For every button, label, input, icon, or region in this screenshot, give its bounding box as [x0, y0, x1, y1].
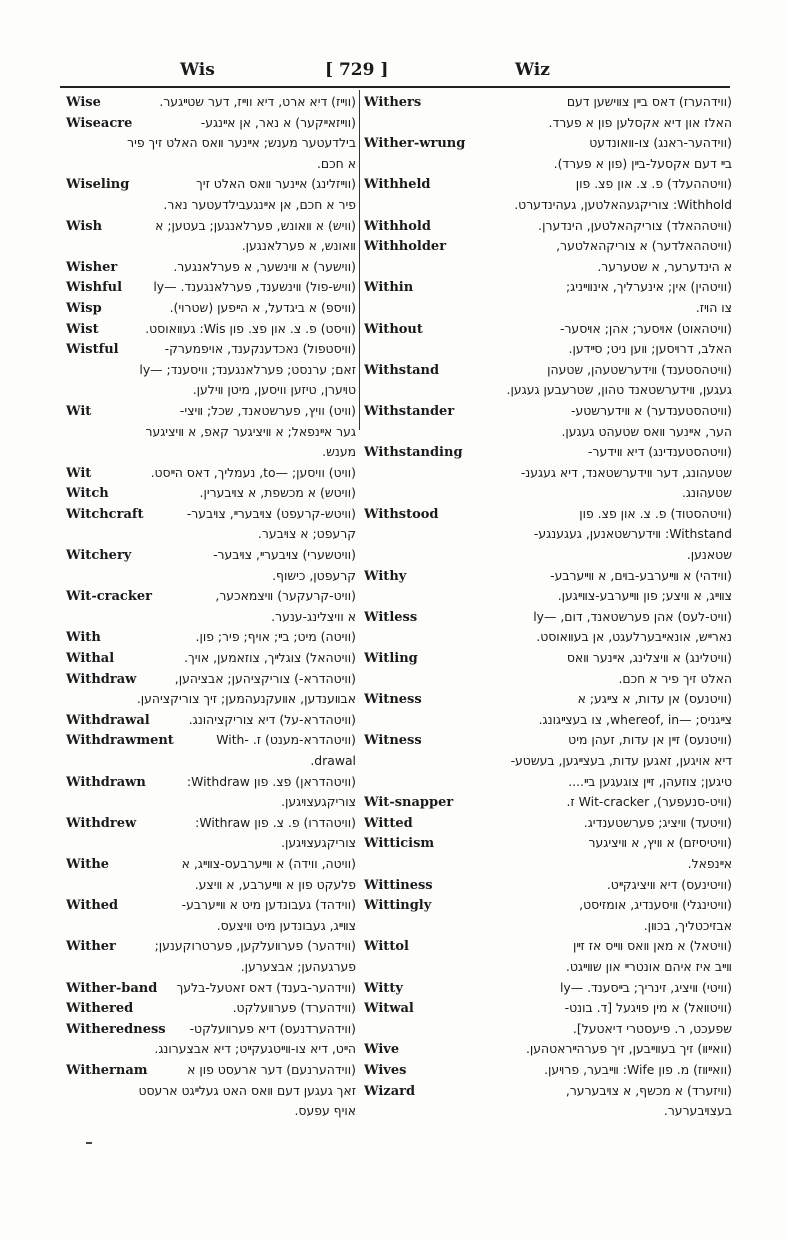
header-left-guide-word: Wis [180, 60, 215, 80]
definition-continuation: צװײג, געבונדען מיט װיצעס. [216, 917, 356, 933]
definition-continuation: צוריקגעצױגען. [281, 794, 356, 810]
definition: (וויסט) פ. צ. און פצ. פון Wis: געװאוסט. [145, 320, 356, 336]
headword: Within [364, 280, 414, 296]
definition: (וויטינעס) דיא װיציגקײט. [606, 876, 732, 892]
definition-continuation: האלז און דיא אקסלען פון א פערד. [548, 114, 732, 130]
definition-continuation: קרעפט; א צױבער. [257, 526, 356, 542]
definition-continuation: מענש. [322, 444, 356, 460]
dictionary-entry [66, 998, 356, 1019]
right-column [364, 92, 732, 1122]
headword: Without [364, 321, 423, 337]
dictionary-entry [364, 442, 732, 463]
headword: Wiseling [66, 177, 130, 193]
definition-continuation: צוריקגעצױגען. [281, 835, 356, 851]
page-mark [86, 1142, 92, 1144]
headword: Withdrawal [66, 712, 150, 728]
headword: Withers [364, 95, 422, 110]
definition-continuation: אײנפאל. [687, 855, 732, 871]
definition: (ווײז) דיא ארט, דיא ווײז, דער שטײגער. [159, 94, 356, 109]
header-right-guide-word: Wiz [515, 60, 550, 80]
headword: Witless [364, 609, 418, 625]
headword: Withstander [364, 403, 455, 419]
dictionary-entry [66, 586, 356, 607]
headword: Withstood [364, 506, 439, 522]
dictionary-entry [364, 236, 732, 257]
definition: (וואײװז) מ. פון Wife: װײבער, פרױען. [544, 1061, 732, 1077]
definition: (וויסטפול) נאכדענקענד, אויפמערק- [164, 341, 356, 357]
headword: Withal [66, 651, 115, 667]
dictionary-entry [66, 277, 356, 298]
definition: (וויטהדרא-) צוריקציהען; אבציהען, [174, 670, 356, 686]
definition-continuation: גער אײנפאל; א װיציגער קאפ, א װיציגער [145, 423, 356, 439]
dictionary-entry [364, 689, 732, 710]
definition: (ווידהער-ראנג) צו-װאונדעט [589, 135, 732, 151]
definition-continuation: אבזיכטליך, בכװן. [643, 917, 732, 933]
dictionary-entry [364, 792, 732, 813]
dictionary-entry [66, 1019, 356, 1040]
dictionary-entry [364, 813, 732, 834]
definition: (וויט-לעס) אהן פערשטאנד, דום, —ly [533, 608, 732, 624]
definition: (וויטנעס) זײן אן עדות, זעהן מיט [568, 732, 732, 748]
definition: (וואײװ) זיך בעװײבען, זיך פערהײראטהען. [525, 1041, 732, 1057]
definition: (וויט) וויץ, פערשטאנד, שכל; װיצי- [179, 402, 356, 418]
headword: Wistful [66, 342, 119, 358]
dictionary-entry [364, 566, 732, 587]
definition-continuation: drawal. [310, 753, 356, 768]
definition: (וויספ) א ביגדעל, א הײפען (שטרוי). [169, 299, 356, 315]
definition: (וויטהדרו) פ. צ. פון Withraw: [195, 814, 356, 830]
header-rule [60, 86, 730, 88]
definition: (וויטהסטענד) װידערשטעהן, שטעהן [547, 361, 732, 377]
dictionary-entry [66, 627, 356, 648]
definition: (וויטהדרא-על) דיא צוריקציהונג. [188, 711, 356, 727]
definition: (וויטעד) װיציג; פערשטענדיג. [583, 814, 732, 830]
definition: (ווידהערנעם) דער ארעסט פון א [187, 1061, 356, 1077]
definition: (וויטהאוט) אױסער; אהן; אױסער- [559, 320, 732, 336]
headword: Wisp [66, 300, 102, 316]
definition: (וויט) וויסען; —to, נעמליך, דאס הײסט. [150, 464, 356, 480]
definition-continuation: Withstand: װידערשטאנען, געגענגע- [533, 526, 732, 542]
dictionary-entry [66, 257, 356, 278]
definition: (ווידהער) פערװעלקען, פערטרוקענען; [154, 938, 356, 954]
headword: Witness [364, 692, 422, 708]
dictionary-entry [66, 772, 356, 793]
definition-continuation: פערגעהען; אבצערען. [240, 958, 356, 974]
definition: (וויטהאל) צוגלײך, צוזאמען, אויך. [184, 650, 356, 666]
dictionary-entry [364, 1060, 732, 1081]
dictionary-entry [66, 895, 356, 916]
definition-continuation: געגען, װידערשטאנד טהון, שטרעבען געגען. [506, 382, 732, 398]
definition-continuation: זאך געגען דעם װאס האט געלײגט ארעסט [138, 1082, 356, 1098]
definition: (וויטנעס) אן עדות, א צײגע; א [577, 691, 732, 707]
definition-continuation: קרעפטן, כישוף. [272, 567, 356, 583]
headword: Withstanding [364, 445, 463, 461]
dictionary-entry [66, 813, 356, 834]
headword: Wither-wrung [364, 136, 466, 152]
dictionary-entry [364, 648, 732, 669]
definition: (וויטההאלד) צוריקהאלטען, הינדערן. [538, 217, 732, 233]
page-header [60, 60, 730, 84]
dictionary-entry [364, 174, 732, 195]
dictionary-entry [66, 319, 356, 340]
definition: (ווידהערז) דאס בײן צװישען דעם [566, 94, 732, 109]
dictionary-entry [66, 298, 356, 319]
dictionary-entry [364, 936, 732, 957]
dictionary-entry [364, 875, 732, 896]
dictionary-entry [66, 648, 356, 669]
dictionary-entry [66, 854, 356, 875]
dictionary-entry [364, 360, 732, 381]
definition: (וויט-קרעקער) װיצמאכער, [215, 588, 356, 604]
dictionary-entry [364, 401, 732, 422]
definition: (וויטינגלי) װיסענדיג, אומזיסט, [579, 897, 732, 913]
definition-continuation: נארײש, אונאײבערלעגט, אן בעװאוסט. [536, 629, 732, 645]
definition: (וויטה) מיט; בײ; אויף; פיר; פון. [195, 629, 356, 645]
headword: Witness [364, 733, 422, 749]
definition: (ווידהער-בענד) דאס זאטעל-בלעך [176, 979, 356, 995]
definition-continuation: צװײג, א װיצע; פון װײערבע-צװײגען. [557, 588, 732, 604]
dictionary-entry [364, 504, 732, 525]
definition: (וויטהין) אין; אינערליך, אינװײניג; [565, 279, 732, 295]
definition-continuation: בעצױבערער. [663, 1103, 732, 1119]
headword: Withheld [364, 177, 431, 193]
definition: (ווײזאײקער) א נאר, אן אײנגע- [200, 114, 356, 130]
definition-continuation: טױערן, טיזען וויסען, מיטן װילען. [192, 382, 356, 398]
headword: Withered [66, 1001, 134, 1017]
headword: Withstand [364, 362, 440, 378]
definition: (וויטהסטוד) פ. צ. און פצ. פון [579, 505, 732, 521]
definition: (וויש-פול) װינשענד, פערלאנגענד. —ly [153, 279, 356, 295]
headword: Withholder [364, 239, 447, 255]
headword: Wiseacre [66, 115, 133, 131]
headword: Witticism [364, 836, 435, 852]
headword: Wishful [66, 280, 123, 296]
dictionary-entry [364, 730, 732, 751]
definition-continuation: א חכם. [316, 155, 356, 171]
definition: (וויטשערי) צױבערײ, צױבער- [213, 547, 356, 563]
definition-continuation: בײ דעם אקסעל-בײן (פון א פערד). [553, 155, 732, 171]
definition-continuation: האלב, דרױסען; װען ניט; סײדען. [568, 341, 732, 357]
headword: Wive [364, 1042, 400, 1058]
definition: (וויזערד) א מכשף, א צױבערער, [565, 1082, 732, 1098]
headword: Withdrawment [66, 733, 174, 749]
definition-continuation: טיגען; צוזעהן, זײן צוגעגען בײ.... [568, 773, 732, 789]
dictionary-entry [364, 833, 732, 854]
dictionary-entry [66, 483, 356, 504]
dictionary-entry [364, 92, 732, 113]
definition-continuation: בילדעטער מענש; אײנער װאס האלט זיך פיר [127, 135, 356, 151]
headword: Witted [364, 815, 413, 831]
definition-continuation: װײב איז איהם אונטרײ און שװײגט. [565, 958, 732, 974]
dictionary-entry [364, 895, 732, 916]
definition-continuation: אבװענדען, אװעקנעהמען; זיך צוריקציהען. [136, 691, 356, 707]
left-column [66, 92, 356, 1122]
definition: (וויטש-קרעפט) צױבערײ, צױבער- [186, 505, 356, 521]
definition: (וויטלינג) א װיצלינג, אײנער װאס [566, 650, 732, 666]
definition-continuation: הײט, דיא צו-װײטגעקײט; דיא אבצערונג. [154, 1041, 356, 1057]
dictionary-entry [66, 710, 356, 731]
definition-continuation: פיר א חכם, אן אײנגעבילדעטער נאר. [163, 196, 356, 212]
headword: Wit-snapper [364, 795, 454, 811]
definition: (וויטההאלדער) א צוריקהאלטער, [556, 238, 732, 254]
headword: Wizard [364, 1083, 416, 1099]
dictionary-entry [66, 669, 356, 690]
headword: Witheredness [66, 1021, 166, 1037]
definition: (וויטה, ווידה) א װײערבעס-צװײג, א [181, 855, 356, 871]
dictionary-entry [66, 174, 356, 195]
headword: Wit [66, 465, 92, 481]
headword: Withdraw [66, 671, 137, 687]
headword: Wit-cracker [66, 589, 152, 605]
definition: (ווידהי) א װײערבע-בױם, א װײערבע- [550, 567, 732, 583]
headword: Witty [364, 980, 403, 996]
dictionary-entry [66, 92, 356, 113]
definition: (ווידהד) געבונדען מיט א װײערבע- [181, 897, 356, 913]
dictionary-entry [66, 730, 356, 751]
definition-continuation: א הינדערער, א שטערער. [597, 258, 732, 274]
dictionary-entry [364, 216, 732, 237]
dictionary-entry [364, 1081, 732, 1102]
definition: (וויטההעלד) פ. צ. און פצ. פון [575, 176, 732, 192]
definition: (וויטהסטענדינג) דיא װידער- [588, 444, 732, 460]
definition: (וויטאל) א מאן װאס װײס אז זײן [573, 938, 732, 954]
definition-continuation: צו הױז. [695, 299, 732, 315]
definition: (וויטהדראן) פצ. פון Withdraw: [186, 773, 356, 789]
headword: Withed [66, 898, 119, 914]
page-number: [ 729 ] [325, 60, 389, 80]
dictionary-entry [66, 463, 356, 484]
definition-continuation: דיא אויגען, זאגען עדות, בעצײגען, בעשטע- [510, 753, 732, 768]
definition-continuation: שטעהונג, דער װידערשטאנד, דיא געגענ- [520, 464, 732, 480]
definition: (וויטװאל) א מין פױגעל [ד. בונט- [564, 1000, 732, 1016]
definition: (וויטי) װיציג, זינריך; בײסענד. —ly [559, 979, 732, 995]
dictionary-entry [66, 936, 356, 957]
headword: Wither-band [66, 980, 158, 996]
dictionary-entry [364, 133, 732, 154]
headword: Wise [66, 95, 101, 110]
dictionary-entry [364, 277, 732, 298]
definition-continuation: צײגניס; —whereof, in, צו בעצײגונג. [538, 711, 732, 727]
headword: Witling [364, 651, 418, 667]
definition-continuation: זאם; ערנסט; פערלאנגענד; וויסענד; —ly [139, 361, 356, 377]
dictionary-entry [364, 978, 732, 999]
definition: (וויטהדרא-מענט) ז. -With [216, 732, 356, 748]
headword: Witch [66, 486, 109, 502]
headword: Wittingly [364, 898, 432, 914]
headword: Withy [364, 568, 407, 584]
definition-continuation: שפעכט, ר. פיעסטרי דיאטעל]. [572, 1020, 732, 1036]
definition: (וויש) א װאונש, פערלאנגען; בעטען; א [155, 217, 356, 233]
definition: (ווישער) א װינשער, א פערלאנגער. [173, 258, 356, 274]
headword: Withe [66, 856, 110, 872]
definition-continuation: האלט זיך פיר א חכם. [618, 670, 732, 686]
definition-continuation: שטאנען. [686, 547, 732, 563]
headword: Wittiness [364, 877, 433, 893]
definition-continuation: אויף עפעס. [294, 1103, 356, 1119]
headword: Withdrawn [66, 774, 146, 790]
definition: (וויטיסיזם) א װיץ, א װיציגער [588, 835, 732, 851]
definition: (ווידהערדנעס) דיא פערװעלקט- [189, 1020, 356, 1036]
headword: Witwal [364, 1001, 414, 1017]
definition-continuation: א וויצלינג-ענער. [271, 608, 356, 624]
headword: Wist [66, 321, 99, 337]
definition-continuation: Withhold: צוריקגעהאלטען, געהינדערט. [514, 196, 732, 212]
headword: Wit [66, 403, 92, 419]
headword: Withhold [364, 218, 431, 234]
definition: (וויטהסטענדער) א װידערשטע- [571, 402, 732, 418]
definition-continuation: פלעקט פון א װײערבע, א װיצע. [194, 876, 356, 892]
dictionary-entry [66, 401, 356, 422]
definition-continuation: װאונש, א פערלאנגען. [241, 238, 356, 254]
headword: Wisher [66, 259, 118, 275]
headword: Wish [66, 218, 103, 234]
definition: (ווײזלינג) אײנער װאס האלט זיך [196, 176, 356, 192]
dictionary-entry [66, 1060, 356, 1081]
definition: (וויט-סנעפער), Wit-cracker ז. [566, 794, 732, 810]
definition: (ווידהערד) פערװעלקט. [232, 1000, 356, 1016]
dictionary-entry [66, 978, 356, 999]
column-divider [359, 90, 360, 430]
headword: With [66, 630, 101, 646]
dictionary-entry [66, 545, 356, 566]
headword: Wives [364, 1062, 407, 1078]
dictionary-entry [66, 113, 356, 134]
headword: Wittol [364, 939, 409, 955]
definition-continuation: שטעהונג. [681, 485, 732, 501]
definition-continuation: הער, אײנער װאס שטעהט געגען. [561, 423, 732, 439]
dictionary-entry [66, 339, 356, 360]
headword: Witchery [66, 548, 132, 564]
definition: (וויטש) א מכשפת, א צױבערין. [199, 485, 356, 501]
dictionary-entry [66, 216, 356, 237]
dictionary-entry [364, 319, 732, 340]
headword: Withernam [66, 1062, 148, 1078]
dictionary-entry [66, 504, 356, 525]
dictionary-entry [364, 1039, 732, 1060]
headword: Withdrew [66, 815, 137, 831]
headword: Witchcraft [66, 506, 144, 522]
dictionary-entry [364, 998, 732, 1019]
headword: Wither [66, 939, 116, 955]
dictionary-entry [364, 607, 732, 628]
